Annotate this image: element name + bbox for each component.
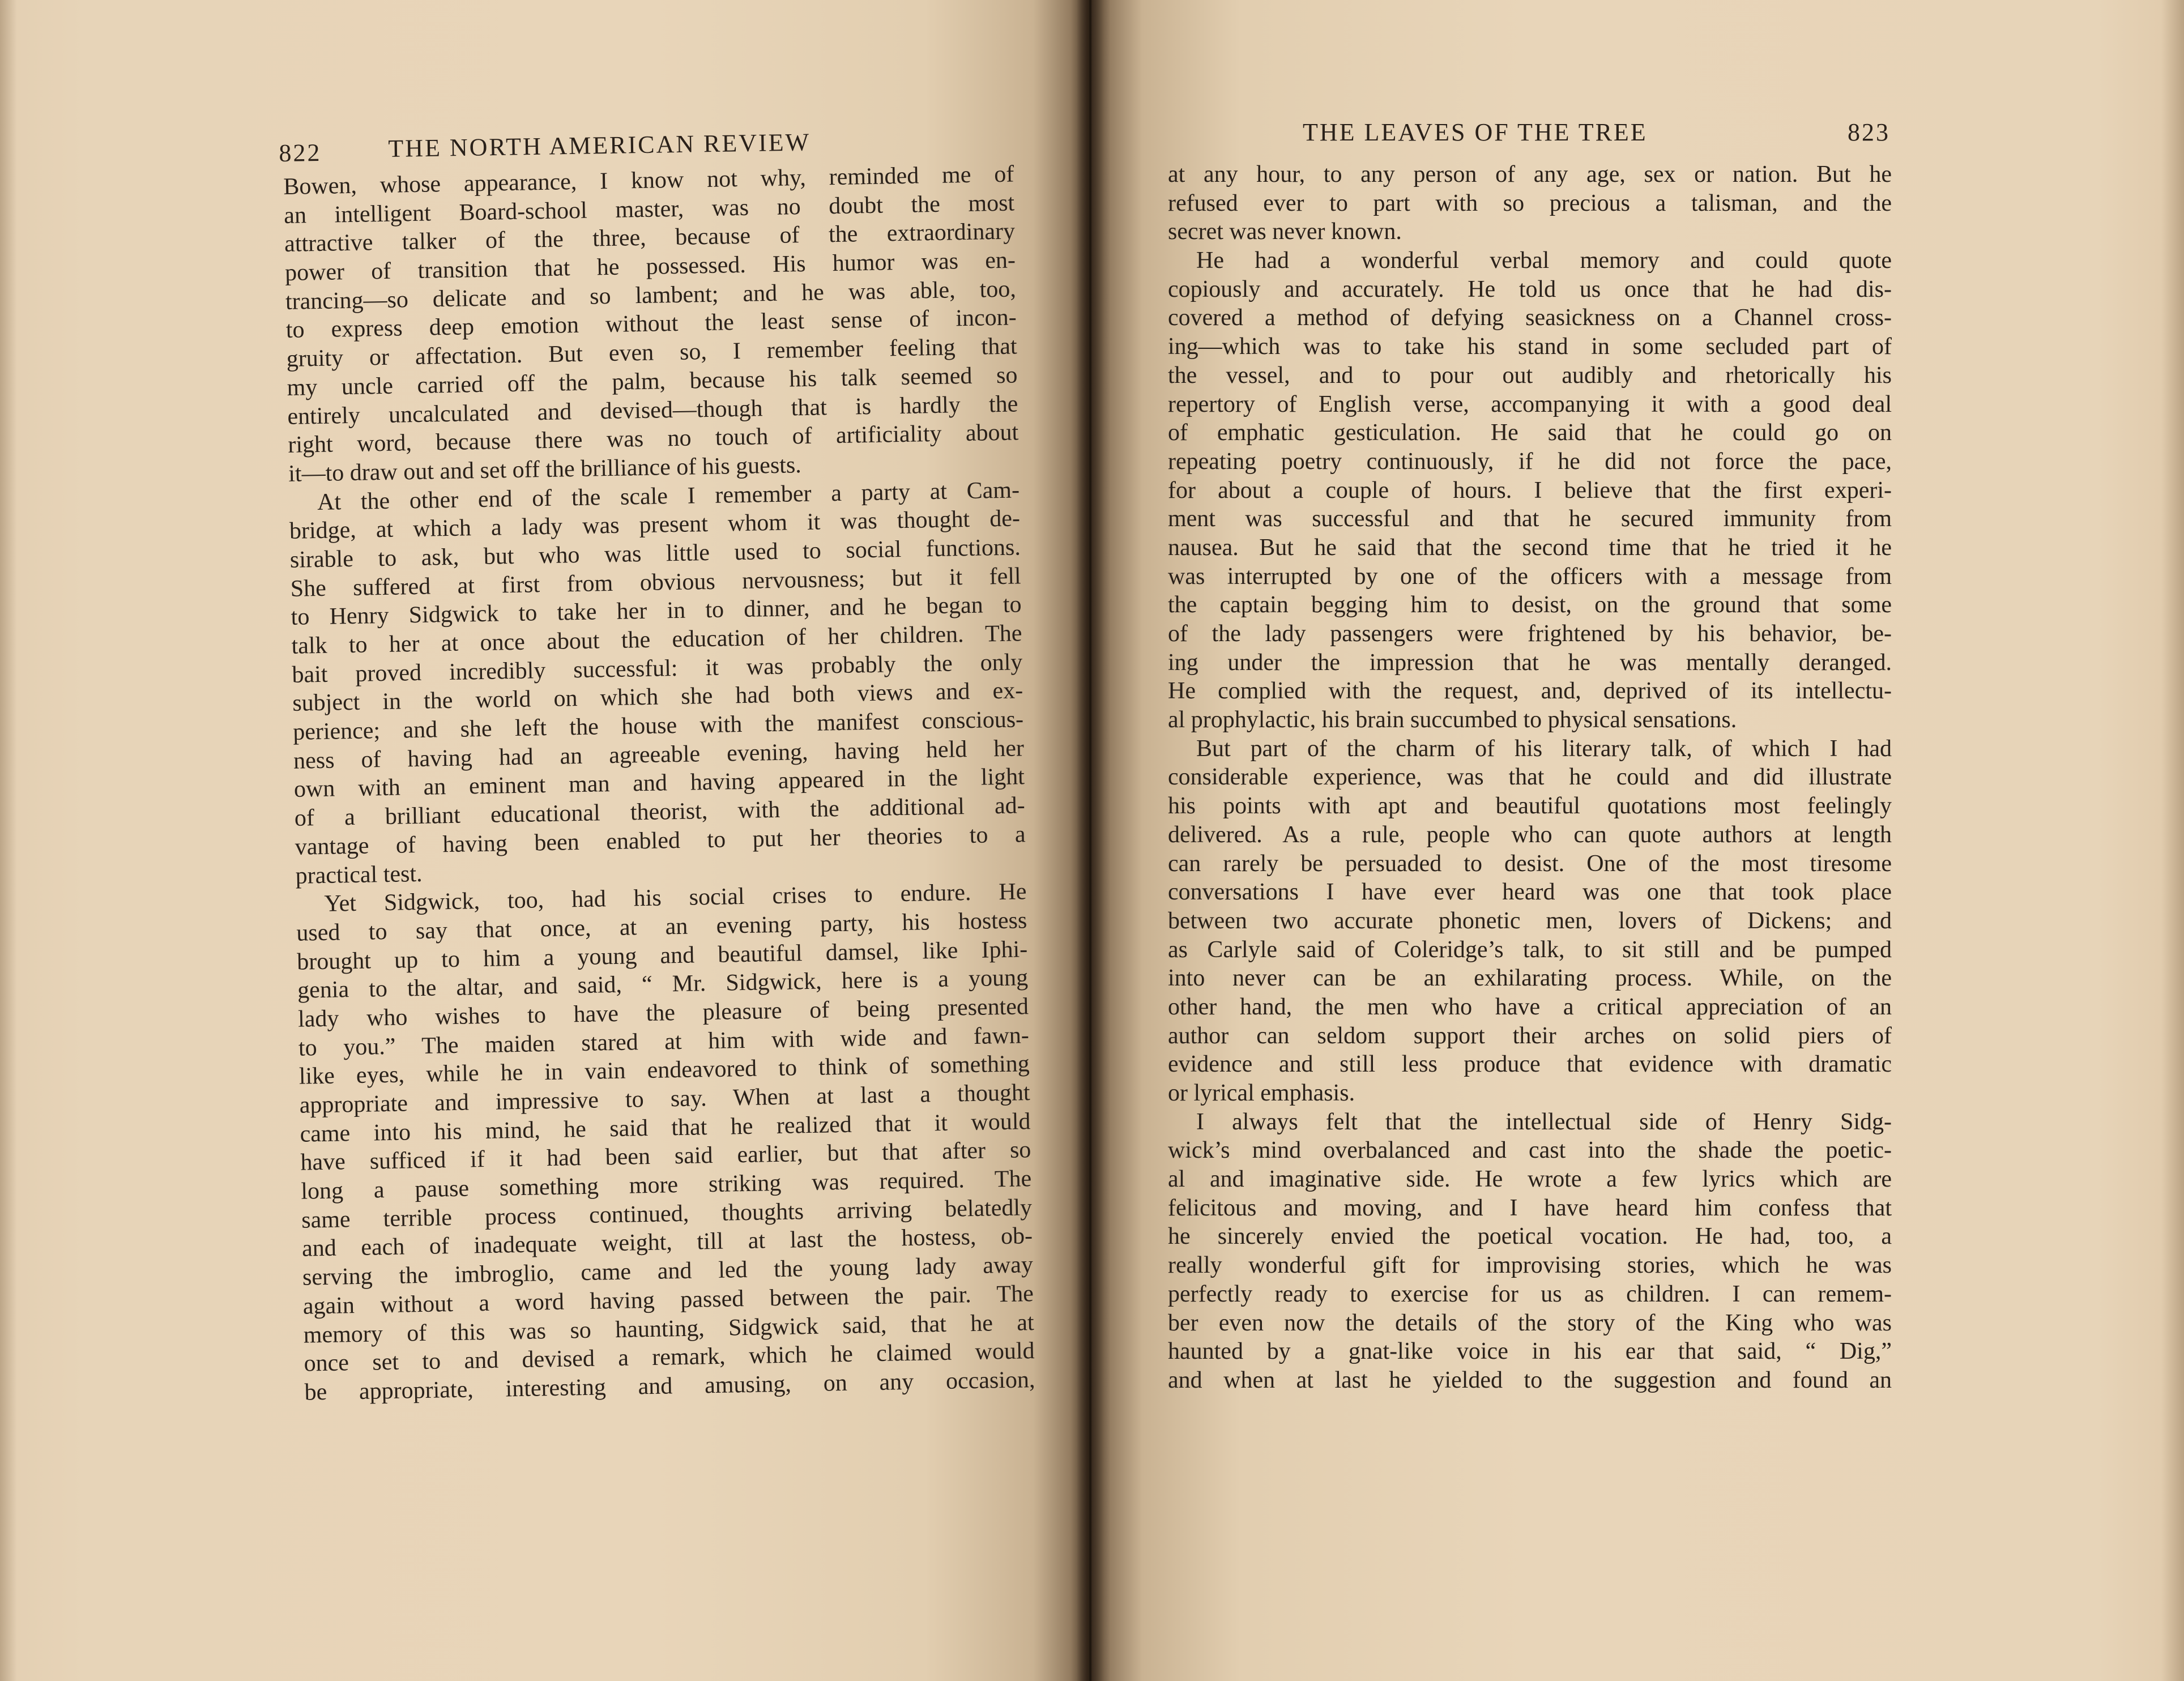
right-page-body — [1168, 160, 1892, 1395]
text-line: own with an eminent man and having appeared in the light — [293, 763, 1025, 803]
text-line: nausea. But he said that the second time that he tried it he — [1168, 534, 1892, 561]
right-page-number: 823 — [1848, 118, 1890, 146]
text-line: his points with apt and beautiful quotations most feelingly — [1168, 793, 1892, 820]
text-line: refused ever to part with so precious a talisman, and the — [1168, 190, 1892, 216]
text-line: haunted by a gnat-like voice in his ear that said, “ Dig,” — [1168, 1338, 1892, 1365]
text-line: memory of this was so haunting, Sidgwick said, that he at — [303, 1309, 1035, 1349]
text-line: delivered. As a rule, people who can quote authors at length — [1168, 821, 1892, 848]
text-line: vantage of having been enabled to put her theories to a — [295, 821, 1026, 860]
text-line: serving the imbroglio, came and led the young lady away — [302, 1252, 1034, 1291]
page-edge-left — [0, 0, 17, 1681]
text-line: an intelligent Board-school master, was no doubt the most — [283, 190, 1015, 229]
left-page-number: 822 — [279, 138, 322, 167]
text-line: entirely uncalculated and devised—though that is hardly the — [287, 390, 1018, 430]
text-line: gruity or affectation. But even so, I remember feeling that — [286, 333, 1017, 373]
text-line: sirable to ask, but who was little used to social functions. — [289, 534, 1021, 573]
text-line: other hand, the men who have a critical appreciation of an — [1168, 993, 1892, 1020]
text-line: and each of inadequate weight, till at last the hostess, ob- — [301, 1223, 1033, 1262]
text-line: really wonderful gift for improvising stories, which he was — [1168, 1252, 1892, 1279]
text-line: perience; and she left the house with the manifest conscious- — [292, 706, 1024, 745]
text-line: of a brilliant educational theorist, with the additional ad- — [294, 792, 1026, 831]
text-line: right word, because there was no touch of artificiality about — [287, 419, 1019, 459]
text-line: She suffered at first from obvious nervousness; but it fell — [290, 563, 1022, 602]
page-edge-right — [2161, 0, 2184, 1681]
text-line: I always felt that the intellectual side of Henry Sidg- — [1196, 1108, 1892, 1135]
text-line: it—to draw out and set off the brilliance of his guests. — [288, 451, 802, 487]
text-line: repertory of English verse, accompanying it with a good deal — [1168, 391, 1892, 417]
text-line: my uncle carried off the palm, because his talk seemed so — [287, 362, 1018, 401]
text-line: considerable experience, was that he could and did illustrate — [1168, 764, 1892, 791]
text-line: attractive talker of the three, because of the extraordinary — [284, 218, 1016, 258]
text-line: the captain begging him to desist, on the ground that some — [1168, 592, 1892, 618]
left-running-head: THE NORTH AMERICAN REVIEW — [388, 128, 811, 163]
text-line: power of transition that he possessed. His humor was en- — [284, 247, 1016, 287]
text-line: can rarely be persuaded to desist. One of the most tiresome — [1168, 850, 1892, 877]
text-line: again without a word having passed between the pair. The — [302, 1280, 1034, 1320]
text-line: into never can be an exhilarating process. While, on the — [1168, 965, 1892, 992]
text-line: Bowen, whose appearance, I know not why, reminded me of — [283, 161, 1014, 200]
text-line: to Henry Sidgwick to take her in to dinner, and he began to — [291, 591, 1022, 631]
text-line: and when at last he yielded to the suggestion and found an — [1168, 1367, 1892, 1393]
text-line: ment was successful and that he secured immunity from — [1168, 506, 1892, 532]
text-line: He complied with the request, and, deprived of its intellectu- — [1168, 678, 1892, 705]
text-line: was interrupted by one of the officers with a message from — [1168, 563, 1892, 590]
text-line: of the lady passengers were frightened by his behavior, be- — [1168, 621, 1892, 647]
text-line: wick’s mind overbalanced and cast into the shade the poetic- — [1168, 1137, 1892, 1164]
text-line: conversations I have ever heard was one that took place — [1168, 879, 1892, 906]
text-line: felicitous and moving, and I have heard him confess that — [1168, 1194, 1892, 1221]
text-line: for about a couple of hours. I believe that the first experi- — [1168, 477, 1892, 504]
text-line: perfectly ready to exercise for us as children. I can remem- — [1168, 1281, 1892, 1307]
text-line: the vessel, and to pour out audibly and rhetorically his — [1168, 362, 1892, 389]
text-line: covered a method of defying seasickness on a Channel cross- — [1168, 305, 1892, 331]
text-line: secret was never known. — [1168, 219, 1402, 245]
right-running-head: THE LEAVES OF THE TREE — [1303, 118, 1648, 146]
text-line: al prophylactic, his brain succumbed to physical sensations. — [1168, 707, 1737, 733]
text-line: repeating poetry continuously, if he did not force the pace, — [1168, 448, 1892, 475]
text-line: like eyes, while he in vain endeavored to think of something — [298, 1051, 1030, 1090]
text-line: practical test. — [295, 860, 423, 889]
text-line: or lyrical emphasis. — [1168, 1080, 1355, 1106]
text-line: between two accurate phonetic men, lovers of Dickens; and — [1168, 907, 1892, 934]
book-gutter — [1070, 0, 1110, 1681]
text-line: as Carlyle said of Coleridge’s talk, to sit still and be pumped — [1168, 936, 1892, 963]
text-line: have sufficed if it had been said earlier, but that after so — [300, 1137, 1031, 1176]
text-line: once set to and devised a remark, which he claimed would — [304, 1338, 1035, 1377]
text-line: of emphatic gesticulation. He said that he could go on — [1168, 420, 1892, 446]
text-line: appropriate and impressive to say. When at last a thought — [299, 1080, 1030, 1119]
text-line: al and imaginative side. He wrote a few lyrics which are — [1168, 1166, 1892, 1193]
text-line: But part of the charm of his literary talk, of which I had — [1196, 735, 1892, 762]
text-line: genia to the altar, and said, “ Mr. Sidgwick, here is a young — [297, 965, 1029, 1004]
text-line: bridge, at which a lady was present whom it was thought de- — [289, 505, 1021, 545]
text-line: Yet Sidgwick, too, had his social crises to endure. He — [324, 878, 1027, 918]
text-line: trancing—so delicate and so lambent; and he was able, too, — [285, 276, 1017, 315]
text-line: He had a wonderful verbal memory and could quote — [1196, 248, 1892, 274]
text-line: brought up to him a young and beautiful damsel, like Iphi- — [296, 936, 1028, 975]
text-line: ing—which was to take his stand in some secluded part of — [1168, 334, 1892, 360]
text-line: came into his mind, he said that he realized that it would — [300, 1108, 1031, 1147]
text-line: same terrible process continued, thoughts arriving belatedly — [301, 1194, 1033, 1234]
text-line: used to say that once, at an evening party, his hostess — [296, 907, 1027, 946]
text-line: At the other end of the scale I remember a party at Cam- — [317, 476, 1020, 515]
text-line: ing under the impression that he was mentally deranged. — [1168, 649, 1892, 676]
text-line: lady who wishes to have the pleasure of being presented — [297, 993, 1029, 1033]
text-line: subject in the world on which she had both views and ex- — [292, 677, 1023, 717]
text-line: bait proved incredibly successful: it was probably the only — [292, 649, 1023, 688]
text-line: ber even now the details of the story of the King who was — [1168, 1309, 1892, 1336]
text-line: evidence and still less produce that evidence with dramatic — [1168, 1051, 1892, 1078]
text-line: talk to her at once about the education of her children. The — [291, 620, 1022, 659]
text-line: be appropriate, interesting and amusing, on any occasion, — [304, 1367, 1035, 1406]
text-line: he sincerely envied the poetical vocation. He had, too, a — [1168, 1223, 1892, 1250]
text-line: at any hour, to any person of any age, sex or nation. But he — [1168, 161, 1892, 187]
text-line: ness of having had an agreeable evening, having held her — [293, 735, 1025, 774]
text-line: author can seldom support their arches on solid piers of — [1168, 1022, 1892, 1049]
text-line: long a pause something more striking was required. The — [300, 1166, 1032, 1205]
left-page-body — [283, 160, 1035, 1407]
text-line: copiously and accurately. He told us once that he had dis- — [1168, 276, 1892, 302]
text-line: to you.” The maiden stared at him with wide and fawn- — [298, 1022, 1030, 1061]
text-line: to express deep emotion without the least sense of incon- — [285, 304, 1017, 344]
